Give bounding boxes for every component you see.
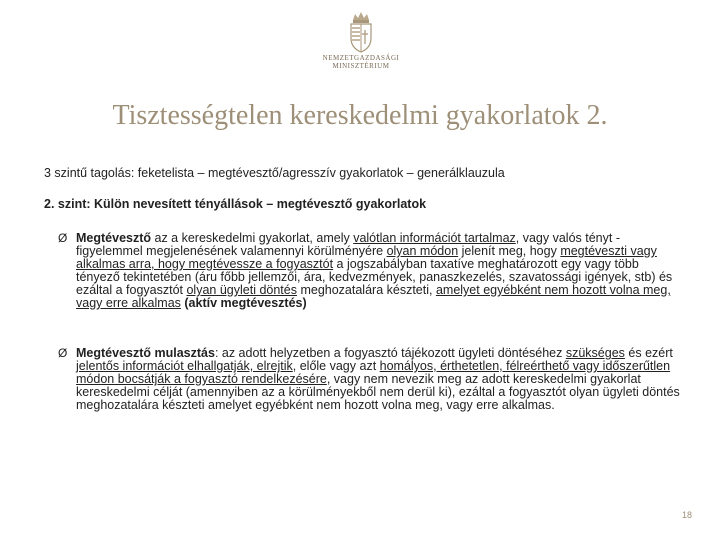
logo-line2: MINISZTÉRIUM xyxy=(332,62,390,70)
coat-of-arms-icon xyxy=(346,10,376,54)
underlined-segment: valótlan információt tartalmaz xyxy=(353,231,516,245)
underlined-segment: amelyet egyébként nem hozott volna meg, vagy erre alkalmas xyxy=(76,283,671,310)
text-segment: az a kereskedelmi gyakorlat, amely xyxy=(151,231,354,245)
underlined-segment: szükséges xyxy=(565,346,625,360)
term-bold: Megtévesztő mulasztás xyxy=(76,346,215,360)
list-item-active-deception xyxy=(44,232,680,310)
term-bold: Megtévesztő xyxy=(76,231,152,245)
underlined-segment: jelentős információt elhallgatják, elrejtik xyxy=(76,359,293,373)
text-segment: , előle vagy azt xyxy=(292,359,380,373)
text-segment: meghozatalára készteti, xyxy=(296,283,436,297)
bold-segment: (aktív megtévesztés) xyxy=(180,296,307,310)
list-item-deceptive-omission xyxy=(44,347,680,412)
list-item-text xyxy=(76,232,680,310)
logo-line1: NEMZETGAZDASÁGI xyxy=(322,54,400,62)
text-segment: , vagy valós tényt - figyelemmel megjelenésének valamennyi körülményére xyxy=(76,231,620,258)
section-subheading: 2. szint: Külön nevesített tényállások – megtévesztő gyakorlatok xyxy=(44,197,427,211)
slide-title: Tisztességtelen kereskedelmi gyakorlatok 2. xyxy=(112,100,608,131)
list-item-text xyxy=(76,347,680,412)
underlined-segment: olyan módon xyxy=(386,244,459,258)
underlined-segment: homályos, érthetetlen, félreérthető vagy időszerűtlen módon bocsátják a fogyasztó rendelkezésére xyxy=(76,359,671,386)
underlined-segment: olyan ügyleti döntés xyxy=(186,283,297,297)
text-segment: , vagy nem nevezik meg az adott kereskedelmi gyakorlat kereskedelmi célját (amennyiben az a körülményekből nem derül ki), ezáltal a fogyasztót olyan ügyleti döntés meghozatalára készteti amelyet egyébként nem hozott volna meg, vagy erre alkalmas. xyxy=(76,372,680,412)
page-number: 18 xyxy=(681,510,692,520)
arrow-bullet-icon: Ø xyxy=(58,346,68,360)
text-segment: és ezért xyxy=(624,346,673,360)
text-segment: : az adott helyzetben a fogyasztó tájékozott ügyleti döntéséhez xyxy=(214,346,566,360)
underlined-segment: megtéveszti vagy alkalmas arra, hogy megtévessze a fogyasztót xyxy=(76,244,657,271)
ministry-logo xyxy=(316,10,406,82)
intro-text: 3 szintű tagolás: feketelista – megtévesztő/agresszív gyakorlatok – generálklauzula xyxy=(44,166,505,180)
text-segment: jelenít meg, hogy xyxy=(458,244,561,258)
arrow-bullet-icon: Ø xyxy=(58,231,68,245)
text-segment: a jogszabályban taxatíve meghatározott egy vagy több tényező tekintetében (áru főbb jellemzői, ára, kedvezmények, panaszkezelés, szavatossági igények, stb) és ezáltal a fogyasztót xyxy=(76,257,673,297)
